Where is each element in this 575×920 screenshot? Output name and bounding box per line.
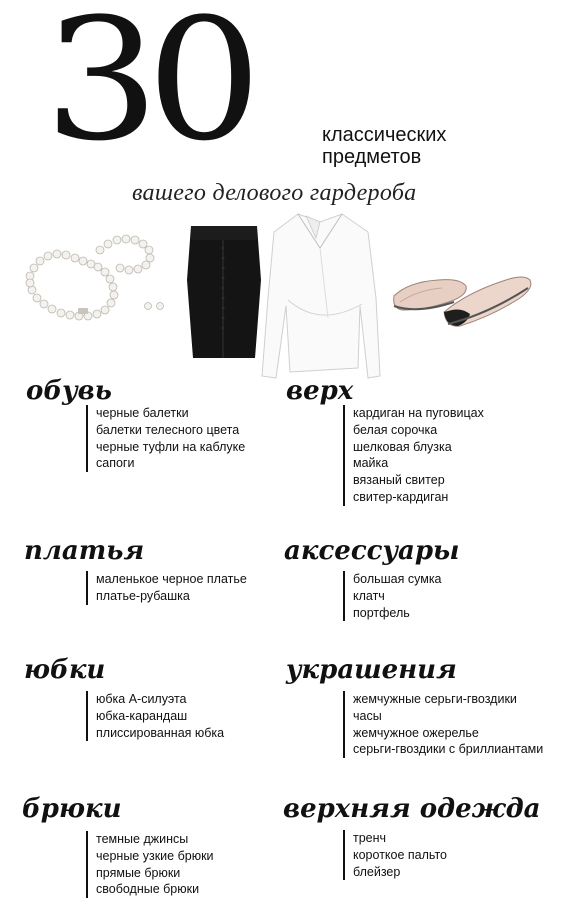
category-pants-list: [86, 831, 214, 898]
category-accessories: [284, 537, 460, 565]
list-item: плиссированная юбка: [96, 725, 225, 740]
category-shoes: [26, 377, 112, 405]
list-item: шелковая блузка: [353, 439, 452, 454]
pencil-skirt-image: [183, 220, 265, 365]
list-item: маленькое черное платье: [96, 572, 247, 586]
list-item: черные балетки: [96, 406, 189, 420]
pearl-necklace-image: [20, 228, 170, 328]
category-jewelry-list: [343, 691, 543, 758]
list-item: клатч: [353, 588, 385, 603]
category-skirts-title: юбки: [24, 655, 106, 685]
list-item: платье-рубашка: [96, 588, 190, 603]
category-outerwear-list: [343, 830, 447, 880]
list-item: майка: [353, 456, 389, 471]
list-item: сапоги: [96, 456, 135, 471]
category-shoes-list: [86, 405, 245, 472]
category-outerwear-title: верхняя одежда: [283, 794, 541, 824]
list-item: юбка-карандаш: [96, 708, 188, 723]
category-tops-list: [343, 405, 484, 506]
category-skirts: [24, 656, 105, 684]
list-item: свободные брюки: [96, 882, 200, 897]
list-item: балетки телесного цвета: [96, 422, 240, 437]
list-item: кардиган на пуговицах: [353, 406, 484, 420]
category-accessories-list: [343, 571, 442, 621]
category-shoes-title: обувь: [26, 376, 112, 406]
list-item: часы: [353, 708, 382, 723]
category-pants-title: брюки: [22, 794, 122, 824]
category-jewelry: [286, 656, 457, 684]
list-item: жемчужное ожерелье: [353, 725, 479, 740]
category-dresses: [24, 537, 144, 565]
hero-subtitle-line1: классических: [322, 124, 447, 146]
list-item: серьги-гвоздики с бриллиантами: [353, 742, 544, 757]
category-pants: [22, 795, 122, 823]
category-tops: [286, 377, 353, 405]
hero-subtitle: [322, 124, 446, 168]
list-item: большая сумка: [353, 572, 442, 586]
list-item: жемчужные серьги-гвоздики: [353, 692, 517, 706]
white-blouse-image: [258, 208, 383, 386]
category-dresses-title: платья: [24, 536, 145, 566]
category-dresses-list: [86, 571, 247, 605]
list-item: черные туфли на каблуке: [96, 439, 246, 454]
category-accessories-title: аксессуары: [284, 536, 460, 566]
category-outerwear: [283, 795, 541, 823]
list-item: вязаный свитер: [353, 473, 445, 488]
list-item: портфель: [353, 605, 410, 620]
category-tops-title: верх: [286, 376, 354, 406]
list-item: белая сорочка: [353, 422, 438, 437]
list-item: блейзер: [353, 864, 401, 879]
category-skirts-list: [86, 691, 224, 741]
hero-number: 30: [44, 0, 249, 178]
list-item: прямые брюки: [96, 865, 181, 880]
list-item: короткое пальто: [353, 847, 447, 862]
list-item: черные узкие брюки: [96, 848, 214, 863]
category-jewelry-title: украшения: [286, 655, 457, 685]
list-item: юбка А-силуэта: [96, 692, 187, 706]
hero-subtitle-line2: предметов: [322, 146, 422, 168]
list-item: темные джинсы: [96, 832, 189, 846]
hero-tagline: вашего делового гардероба: [132, 180, 417, 206]
list-item: свитер-кардиган: [353, 489, 449, 504]
list-item: тренч: [353, 831, 387, 845]
ballet-flats-image: [388, 262, 538, 332]
